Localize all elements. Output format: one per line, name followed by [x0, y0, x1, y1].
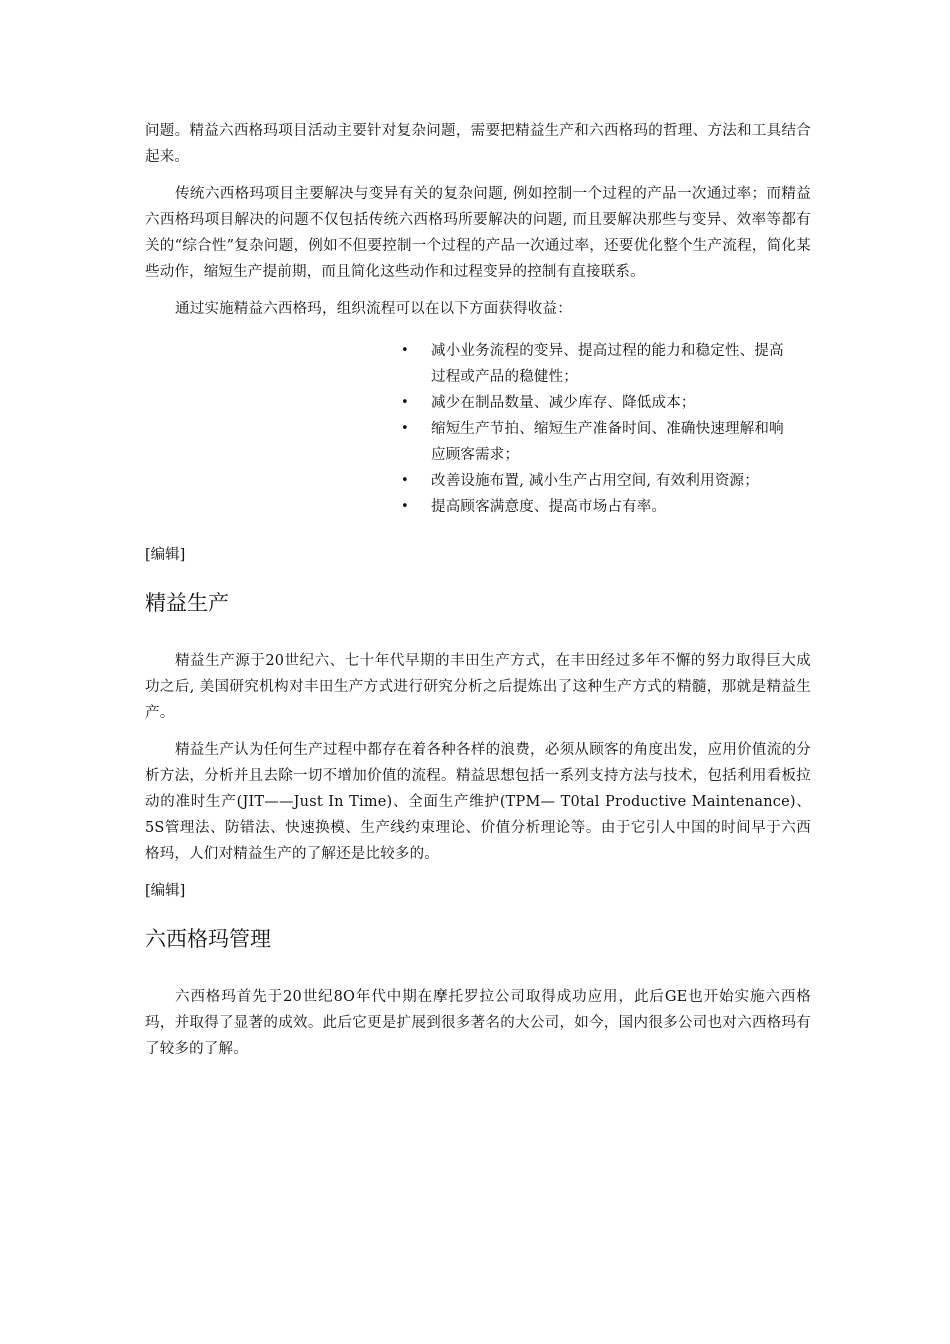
- list-item: [398, 468, 798, 494]
- bullet-icon: •: [401, 395, 409, 410]
- list-item: [398, 416, 798, 468]
- edit-link-lean[interactable]: [编辑]: [145, 547, 186, 563]
- lean-paragraph-origin: 精益生产源于20世纪六、七十年代早期的丰田生产方式，在丰田经过多年不懈的努力取得巨大成功之后, 美国研究机构对丰田生产方式进行研究分析之后提炼出了这种生产方式的精髓，那就是精益生产。: [145, 653, 811, 721]
- section-title-lean: 精益生产: [145, 591, 229, 615]
- edit-link-sixsigma[interactable]: [编辑]: [145, 883, 186, 899]
- list-item: [398, 338, 798, 390]
- section-title-sixsigma: 六西格玛管理: [145, 927, 271, 951]
- sixsigma-paragraph-history: 六西格玛首先于20世纪8O年代中期在摩托罗拉公司取得成功应用，此后GE也开始实施六西格玛，并取得了显著的成效。此后它更是扩展到很多著名的大公司，如今，国内很多公司也对六西格玛有了较多的了解。: [145, 989, 811, 1057]
- benefit-text: 提高顾客满意度、提高市场占有率。: [431, 499, 667, 515]
- bullet-icon: •: [401, 473, 409, 488]
- intro-paragraph-benefits-lead: 通过实施精益六西格玛，组织流程可以在以下方面获得收益：: [175, 301, 572, 317]
- benefit-text: 减小业务流程的变异、提高过程的能力和稳定性、提高过程或产品的稳健性；: [431, 343, 784, 385]
- benefits-list: [398, 338, 798, 520]
- lean-paragraph-principles: 精益生产认为任何生产过程中都存在着各种各样的浪费，必须从顾客的角度出发，应用价值流的分析方法，分析并且去除一切不增加价值的流程。精益思想包括一系列支持方法与技术，包括利用看板拉动的准时生产(JIT——Just In Time)、全面生产维护(TPM— T0tal Productive Maintenance)、5S管理法、防错法、快速换模、生产线约束理论、价值分析理论等。由于它引人中国的时间早于六西格玛，人们对精益生产的了解还是比较多的。: [145, 742, 811, 862]
- list-item: [398, 390, 798, 416]
- document-page: [145, 118, 811, 1062]
- benefit-text: 改善设施布置, 减小生产占用空间, 有效利用资源；: [431, 473, 759, 489]
- bullet-icon: •: [401, 499, 409, 514]
- intro-paragraph-continued: 问题。精益六西格玛项目活动主要针对复杂问题，需要把精益生产和六西格玛的哲理、方法和工具结合起来。: [145, 123, 811, 165]
- list-item: [398, 494, 798, 520]
- intro-paragraph-comparison: 传统六西格玛项目主要解决与变异有关的复杂问题, 例如控制一个过程的产品一次通过率；而精益六西格玛项目解决的问题不仅包括传统六西格玛所要解决的问题, 而且要解决那些与变异、效率等都有关的“综合性”复杂问题，例如不但要控制一个过程的产品一次通过率，还要优化整个生产流程，简化某些动作，缩短生产提前期，而且简化这些动作和过程变异的控制有直接联系。: [145, 186, 811, 280]
- benefit-text: 减少在制品数量、减少库存、降低成本；: [431, 395, 696, 411]
- benefit-text: 缩短生产节拍、缩短生产准备时间、准确快速理解和响应顾客需求；: [431, 421, 784, 463]
- bullet-icon: •: [401, 421, 409, 436]
- bullet-icon: •: [401, 343, 409, 358]
